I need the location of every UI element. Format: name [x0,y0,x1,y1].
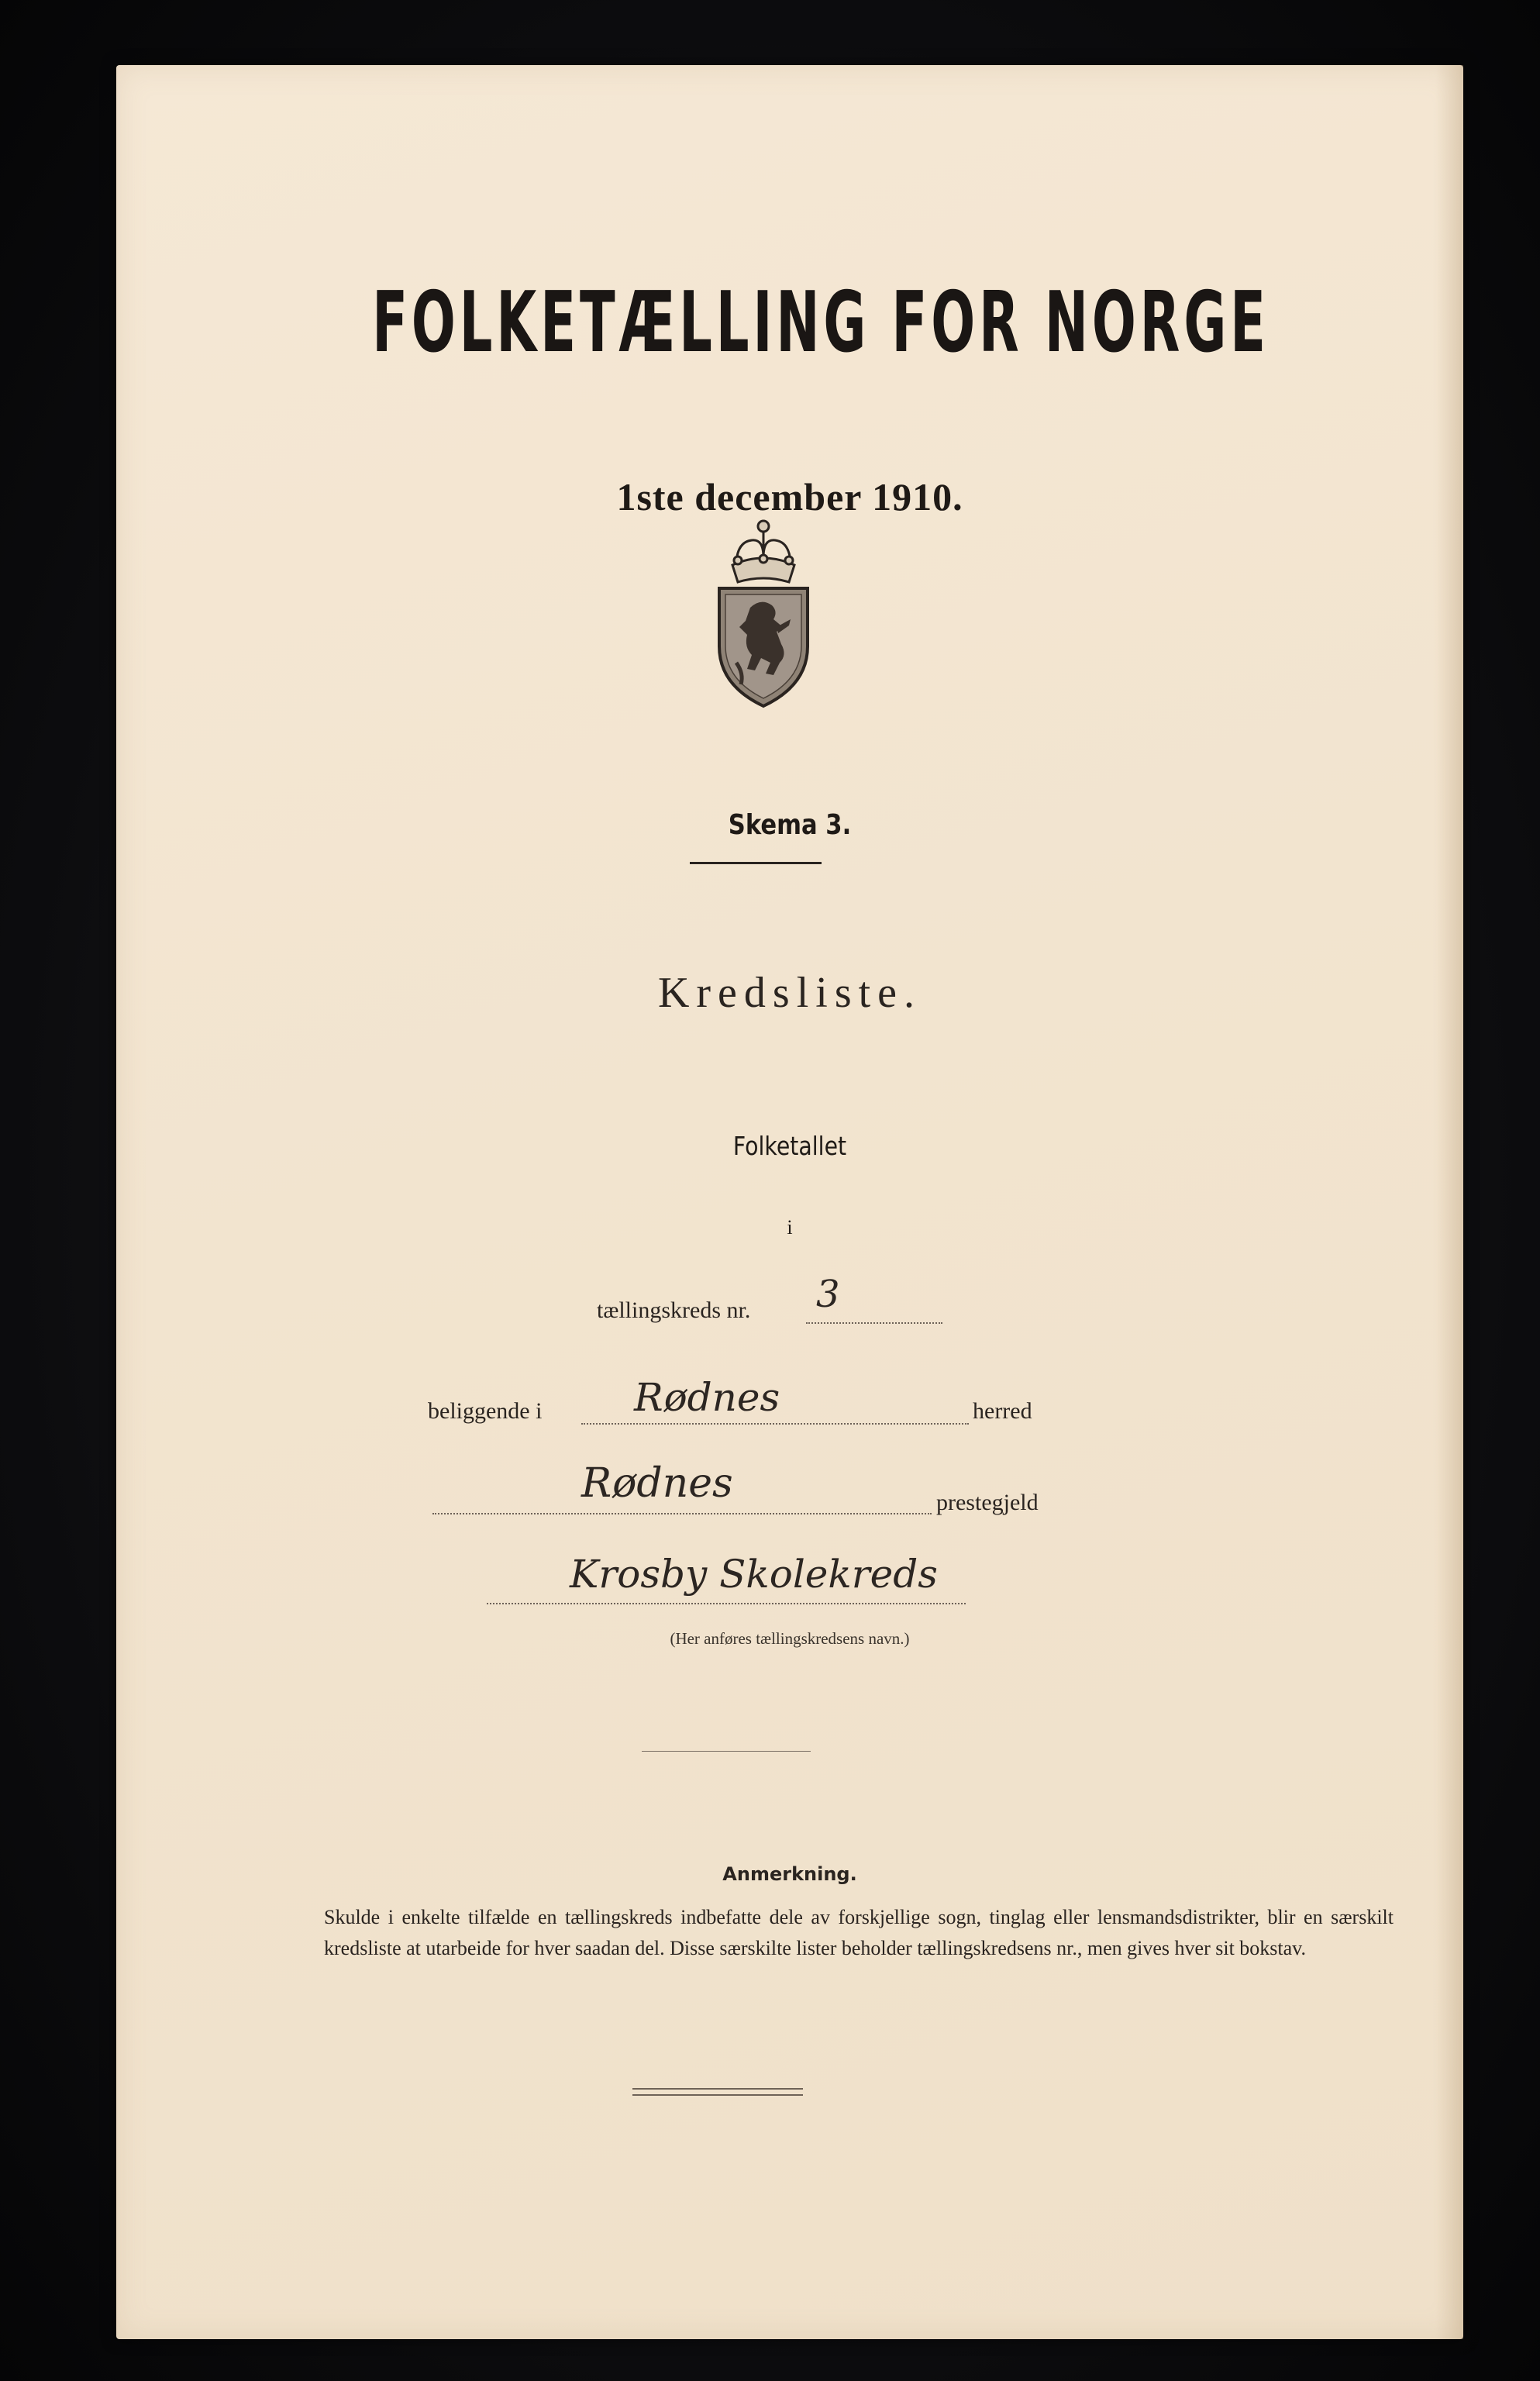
kreds-name-caption: (Her anføres tællingskredsens navn.) [670,1629,910,1648]
paper-edge [1435,65,1463,2339]
schema-number: Skema 3. [728,809,852,841]
prestegjeld-value: Rødnes [581,1460,733,1507]
divider-short [642,1751,811,1752]
note-text: Skulde i enkelte tilfælde en tællingskreds indbefatte dele av forskjellige sogn, tinglag eller lensmandsdistrikter, blir en særskilt kredsliste at utarbeide for hver saadan del. Disse særskilte lister beholder tællingskredsens nr., men gives hver sit bokstav. [324,1906,1394,1959]
kreds-number-line [806,1322,942,1324]
herred-line [581,1423,969,1425]
divider-double-top [632,2088,803,2090]
beliggende-label: beliggende i [428,1398,543,1424]
coat-of-arms-icon [690,511,837,712]
census-date: 1ste december 1910. [616,475,963,519]
herred-label: herred [973,1398,1032,1424]
divider-double-bottom [632,2094,803,2096]
kreds-name-line [487,1603,966,1604]
kreds-number-label: tællingskreds nr. [597,1297,751,1323]
kreds-number-value: 3 [816,1273,840,1316]
herred-value: Rødnes [634,1375,780,1420]
form-subtitle: Kredsliste. [657,969,922,1017]
note-title: Anmerkning. [722,1863,857,1885]
census-form-sheet [116,65,1463,2339]
schema-underline [690,862,822,864]
folketallet-heading: Folketallet [732,1131,847,1161]
prestegjeld-label: prestegjeld [936,1490,1039,1515]
form-title: FOLKETÆLLING FOR NORGE [372,274,1270,371]
preposition-i: i [787,1216,793,1239]
prestegjeld-line [432,1513,932,1514]
kreds-name-value: Krosby Skolekreds [570,1552,938,1597]
